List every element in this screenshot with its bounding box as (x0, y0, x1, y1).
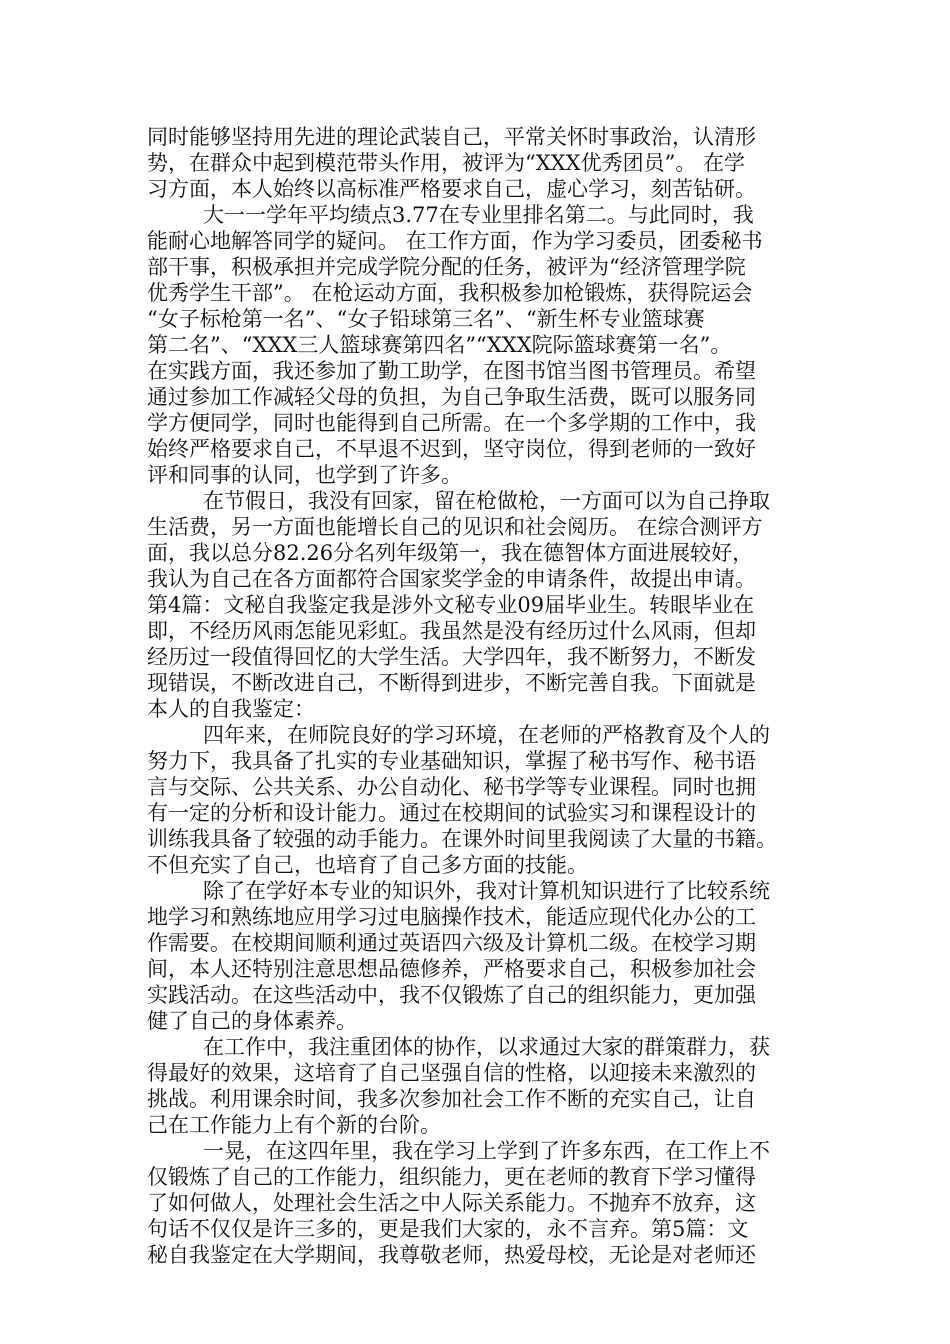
text-line: 生活费，另一方面也能增长自己的见识和社会阅历。 在综合测评方 (147, 515, 763, 539)
text-line: 不但充实了自己，也培育了自己多方面的技能。 (147, 853, 588, 877)
text-line: 在节假日，我没有回家，留在枪做枪，一方面可以为自己挣取 (203, 489, 770, 513)
text-line: 始终严格要求自己，不早退不迟到，坚守岗位，得到老师的一致好 (147, 437, 756, 461)
text-line: 仅锻炼了自己的工作能力，组织能力，更在老师的教育下学习懂得 (147, 1165, 756, 1189)
text-line: 经历过一段值得回忆的大学生活。大学四年，我不断努力，不断发 (147, 645, 756, 669)
text-line: 己在工作能力上有个新的台阶。 (147, 1113, 441, 1137)
text-line: “女子标枪第一名”、“女子铅球第三名”、“新生杯专业篮球赛 (147, 307, 705, 331)
text-line: 在实践方面，我还参加了勤工助学，在图书馆当图书管理员。希望 (147, 359, 756, 383)
text-line: 地学习和熟练地应用学习过电脑操作技术，能适应现代化办公的工 (147, 905, 756, 929)
document-body-text (147, 124, 847, 1268)
text-line: 有一定的分析和设计能力。通过在校期间的试验实习和课程设计的 (147, 801, 756, 825)
text-line: 作需要。在校期间顺利通过英语四六级及计算机二级。在校学习期 (147, 931, 756, 955)
text-line: 训练我具备了较强的动手能力。在课外时间里我阅读了大量的书籍。 (147, 827, 777, 851)
text-line: 部干事，积极承担并完成学院分配的任务，被评为“经济管理学院 (147, 255, 746, 279)
text-line: 势，在群众中起到模范带头作用，被评为“XXX优秀团员”。 在学 (147, 151, 745, 175)
text-line: 优秀学生干部”。 在枪运动方面，我积极参加枪锻炼，获得院运会 (147, 281, 753, 305)
text-line: 四年来，在师院良好的学习环境，在老师的严格教育及个人的 (203, 723, 770, 747)
text-line: 面，我以总分82.26分名列年级第一，我在德智体方面进展较好， (147, 541, 754, 565)
text-line: 挑战。利用课余时间，我多次参加社会工作不断的充实自己，让自 (147, 1087, 756, 1111)
text-line: 学方便同学，同时也能得到自己所需。在一个多学期的工作中，我 (147, 411, 756, 435)
text-line: 一晃，在这四年里，我在学习上学到了许多东西，在工作上不 (203, 1139, 770, 1163)
text-line: 在工作中，我注重团体的协作，以求通过大家的群策群力，获 (203, 1035, 770, 1059)
text-line: 了如何做人，处理社会生活之中人际关系能力。不抛弃不放弃，这 (147, 1191, 756, 1215)
text-line: 即，不经历风雨怎能见彩虹。我虽然是没有经历过什么风雨，但却 (147, 619, 756, 643)
text-line: 同时能够坚持用先进的理论武装自己，平常关怀时事政治，认清形 (147, 125, 756, 149)
text-line: 通过参加工作减轻父母的负担，为自己争取生活费，既可以服务同 (147, 385, 756, 409)
text-line: 得最好的效果，这培育了自己坚强自信的性格，以迎接未来激烈的 (147, 1061, 756, 1085)
text-line: 健了自己的身体素养。 (147, 1009, 357, 1033)
text-line: 我认为自己在各方面都符合国家奖学金的申请条件，故提出申请。 (147, 567, 756, 591)
text-line: 评和同事的认同，也学到了许多。 (147, 463, 462, 487)
text-line: 努力下，我具备了扎实的专业基础知识，掌握了秘书写作、秘书语 (147, 749, 756, 773)
text-line: 实践活动。在这些活动中，我不仅锻炼了自己的组织能力，更加强 (147, 983, 756, 1007)
text-line: 习方面，本人始终以高标准严格要求自己，虚心学习，刻苦钻研。 (147, 177, 756, 201)
text-line: 言与交际、公共关系、办公自动化、秘书学等专业课程。同时也拥 (147, 775, 756, 799)
text-line: 间，本人还特别注意思想品德修养，严格要求自己，积极参加社会 (147, 957, 756, 981)
text-line: 除了在学好本专业的知识外，我对计算机知识进行了比较系统 (203, 879, 770, 903)
text-line: 第二名”、“XXX三人篮球赛第四名”“XXX院际篮球赛第一名”。 (147, 333, 732, 357)
text-line: 大一一学年平均绩点3.77在专业里排名第二。与此同时，我 (203, 203, 754, 227)
text-line: 秘自我鉴定在大学期间，我尊敬老师，热爱母校，无论是对老师还 (147, 1243, 756, 1267)
text-line: 本人的自我鉴定： (147, 697, 315, 721)
text-line: 能耐心地解答同学的疑问。 在工作方面，作为学习委员，团委秘书 (147, 229, 763, 253)
text-line: 现错误，不断改进自己，不断得到进步，不断完善自我。下面就是 (147, 671, 756, 695)
text-line: 句话不仅仅是许三多的，更是我们大家的，永不言弃。第5篇：文 (147, 1217, 749, 1241)
text-line: 第4篇：文秘自我鉴定我是涉外文秘专业09届毕业生。转眼毕业在 (147, 593, 755, 617)
